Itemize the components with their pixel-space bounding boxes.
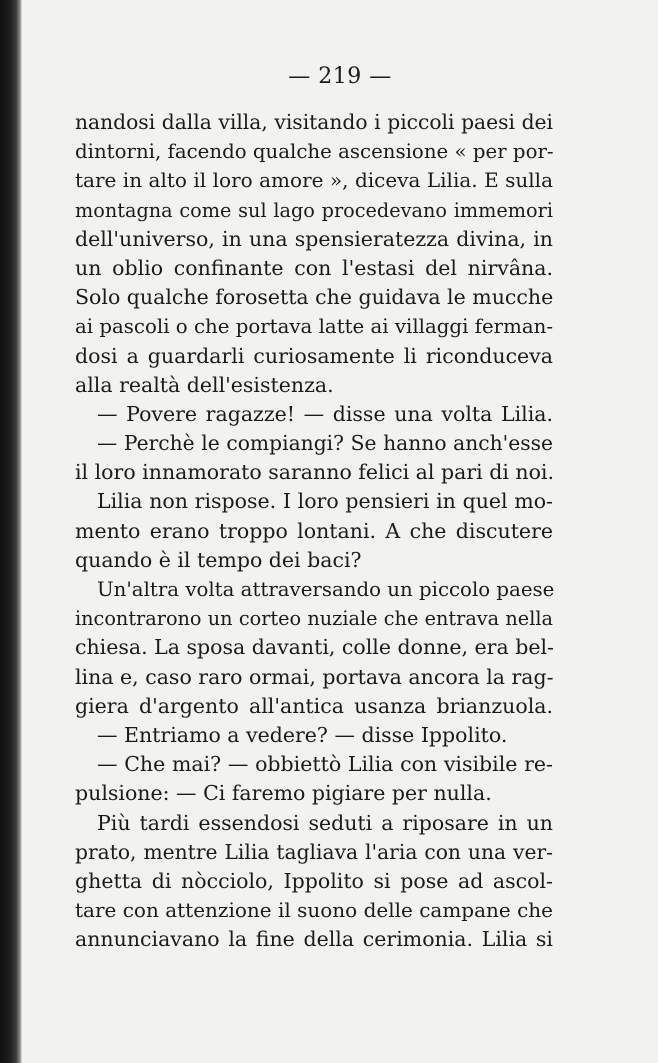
text-line: tare in alto il loro amore », diceva Lilia. E sulla: [75, 168, 553, 193]
text-line: montagna come sul lago procedevano immemori: [75, 198, 553, 222]
book-page: [22, 0, 658, 1063]
text-line: — Entriamo a vedere? — disse Ippolito.: [97, 722, 508, 747]
text-line: un oblio confinante con l'estasi del nirvâna.: [75, 255, 553, 280]
page-number: — 219 —: [288, 64, 392, 89]
text-line: prato, mentre Lilia tagliava l'aria con una ver-: [75, 839, 553, 864]
text-line: annunciavano la fine della cerimonia. Lilia si: [75, 927, 553, 952]
text-line: — Che mai? — obbiettò Lilia con visibile re-: [97, 752, 553, 777]
text-line: tare con attenzione il suono delle campane che: [75, 898, 554, 923]
text-line: dintorni, facendo qualche ascensione « per por-: [75, 140, 554, 164]
text-line: Lilia non rispose. I loro pensieri in quel mo-: [97, 489, 553, 514]
text-line: ghetta di nòcciolo, Ippolito si pose ad ascol-: [75, 868, 553, 893]
text-line: — Povere ragazze! — disse una volta Lilia.: [97, 401, 553, 426]
body-text: [75, 108, 553, 954]
text-line: incontrarono un corteo nuziale che entrava nella: [75, 607, 553, 631]
text-line: — Perchè le compiangi? Se hanno anch'esse: [97, 431, 553, 456]
book-binding-edge: [0, 0, 22, 1063]
text-line: dosi a guardarli curiosamente li riconduceva: [75, 343, 553, 368]
text-line: ai pascoli o che portava latte ai villaggi ferman-: [75, 315, 553, 339]
text-line: mento erano troppo lontani. A che discutere: [75, 518, 553, 543]
text-line: Solo qualche forosetta che guidava le mucche: [75, 285, 554, 310]
text-line: Più tardi essendosi seduti a riposare in un: [97, 810, 553, 835]
text-line: pulsione: — Ci faremo pigiare per nulla.: [75, 781, 492, 806]
text-line: dell'universo, in una spensieratezza divina, in: [75, 226, 553, 251]
text-line: Un'altra volta attraversando un piccolo paese: [97, 578, 555, 601]
text-line: lina e, caso raro ormai, portava ancora la rag-: [75, 664, 554, 689]
text-line: quando è il tempo dei baci?: [75, 547, 362, 572]
text-line: giera d'argento all'antica usanza brianzuola.: [75, 693, 553, 718]
text-line: nandosi dalla villa, visitando i piccoli paesi dei: [75, 110, 553, 134]
text-line: chiesa. La sposa davanti, colle donne, era bel-: [75, 635, 554, 660]
text-line: il loro innamorato saranno felici al pari di noi.: [75, 460, 555, 485]
text-line: alla realtà dell'esistenza.: [75, 372, 334, 397]
